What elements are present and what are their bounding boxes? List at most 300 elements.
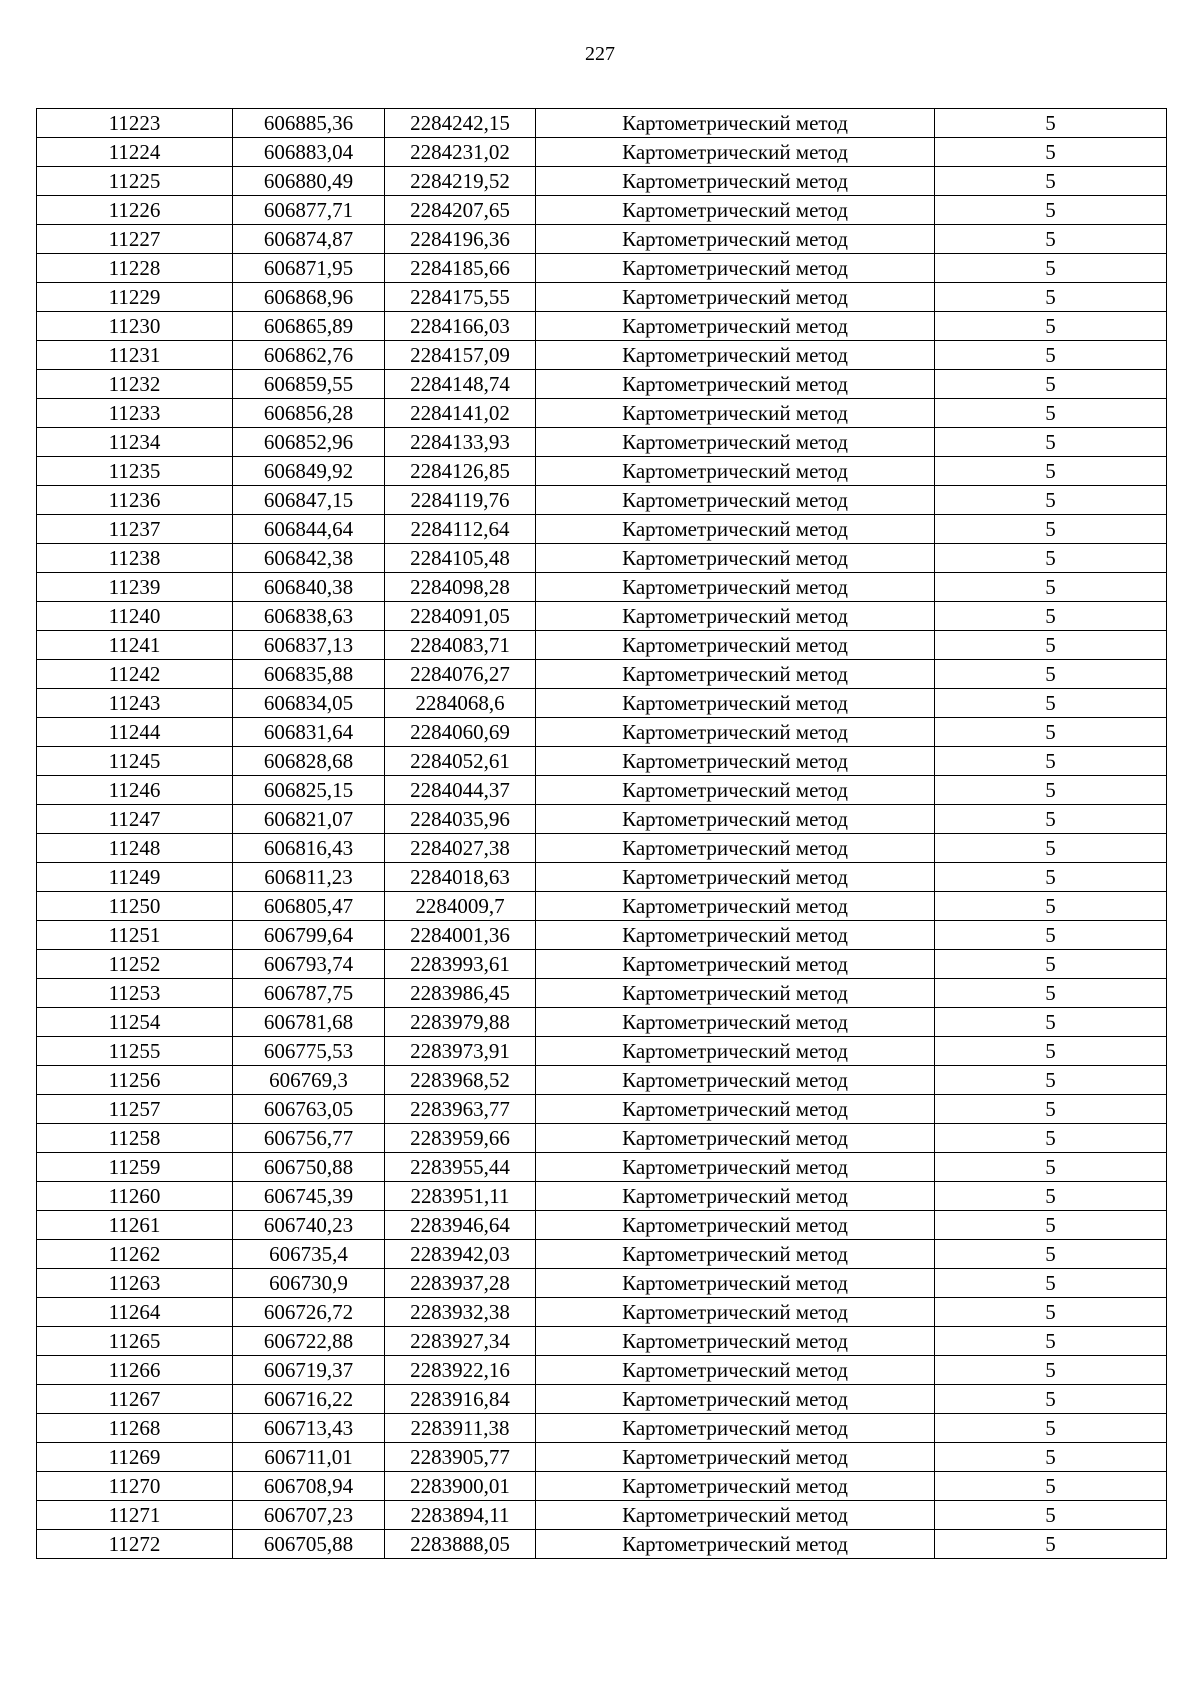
accuracy-cell: 5 (935, 196, 1167, 225)
table-row (37, 1472, 1167, 1501)
table-row (37, 370, 1167, 399)
y-coordinate-cell: 2284018,63 (385, 863, 536, 892)
y-coordinate-cell: 2284009,7 (385, 892, 536, 921)
point-number-cell: 11259 (37, 1153, 233, 1182)
y-coordinate-cell: 2284126,85 (385, 457, 536, 486)
y-coordinate-cell: 2283951,11 (385, 1182, 536, 1211)
point-number-cell: 11233 (37, 399, 233, 428)
x-coordinate-cell: 606831,64 (233, 718, 385, 747)
x-coordinate-cell: 606880,49 (233, 167, 385, 196)
x-coordinate-cell: 606707,23 (233, 1501, 385, 1530)
table-row (37, 660, 1167, 689)
accuracy-cell: 5 (935, 370, 1167, 399)
x-coordinate-cell: 606716,22 (233, 1385, 385, 1414)
point-number-cell: 11249 (37, 863, 233, 892)
accuracy-cell: 5 (935, 602, 1167, 631)
table-row (37, 1356, 1167, 1385)
y-coordinate-cell: 2283922,16 (385, 1356, 536, 1385)
y-coordinate-cell: 2284027,38 (385, 834, 536, 863)
accuracy-cell: 5 (935, 776, 1167, 805)
point-number-cell: 11262 (37, 1240, 233, 1269)
method-cell: Картометрический метод (536, 1443, 935, 1472)
point-number-cell: 11256 (37, 1066, 233, 1095)
x-coordinate-cell: 606722,88 (233, 1327, 385, 1356)
point-number-cell: 11228 (37, 254, 233, 283)
method-cell: Картометрический метод (536, 486, 935, 515)
y-coordinate-cell: 2284119,76 (385, 486, 536, 515)
table-row (37, 950, 1167, 979)
table-row (37, 921, 1167, 950)
x-coordinate-cell: 606781,68 (233, 1008, 385, 1037)
y-coordinate-cell: 2283955,44 (385, 1153, 536, 1182)
table-row (37, 109, 1167, 138)
method-cell: Картометрический метод (536, 138, 935, 167)
method-cell: Картометрический метод (536, 1008, 935, 1037)
method-cell: Картометрический метод (536, 457, 935, 486)
x-coordinate-cell: 606756,77 (233, 1124, 385, 1153)
table-row (37, 863, 1167, 892)
y-coordinate-cell: 2283894,11 (385, 1501, 536, 1530)
y-coordinate-cell: 2284060,69 (385, 718, 536, 747)
method-cell: Картометрический метод (536, 602, 935, 631)
x-coordinate-cell: 606713,43 (233, 1414, 385, 1443)
table-row (37, 515, 1167, 544)
method-cell: Картометрический метод (536, 747, 935, 776)
point-number-cell: 11229 (37, 283, 233, 312)
table-row (37, 805, 1167, 834)
accuracy-cell: 5 (935, 805, 1167, 834)
method-cell: Картометрический метод (536, 1530, 935, 1559)
method-cell: Картометрический метод (536, 1182, 935, 1211)
accuracy-cell: 5 (935, 834, 1167, 863)
point-number-cell: 11260 (37, 1182, 233, 1211)
point-number-cell: 11258 (37, 1124, 233, 1153)
accuracy-cell: 5 (935, 399, 1167, 428)
method-cell: Картометрический метод (536, 1124, 935, 1153)
accuracy-cell: 5 (935, 1037, 1167, 1066)
accuracy-cell: 5 (935, 544, 1167, 573)
y-coordinate-cell: 2283927,34 (385, 1327, 536, 1356)
y-coordinate-cell: 2284157,09 (385, 341, 536, 370)
accuracy-cell: 5 (935, 1240, 1167, 1269)
table-row (37, 1414, 1167, 1443)
table-row (37, 1327, 1167, 1356)
accuracy-cell: 5 (935, 1356, 1167, 1385)
y-coordinate-cell: 2283942,03 (385, 1240, 536, 1269)
x-coordinate-cell: 606856,28 (233, 399, 385, 428)
table-row (37, 1124, 1167, 1153)
point-number-cell: 11248 (37, 834, 233, 863)
x-coordinate-cell: 606862,76 (233, 341, 385, 370)
method-cell: Картометрический метод (536, 631, 935, 660)
y-coordinate-cell: 2283932,38 (385, 1298, 536, 1327)
method-cell: Картометрический метод (536, 1211, 935, 1240)
accuracy-cell: 5 (935, 254, 1167, 283)
x-coordinate-cell: 606842,38 (233, 544, 385, 573)
method-cell: Картометрический метод (536, 979, 935, 1008)
table-row (37, 283, 1167, 312)
point-number-cell: 11242 (37, 660, 233, 689)
table-row (37, 1095, 1167, 1124)
y-coordinate-cell: 2283900,01 (385, 1472, 536, 1501)
method-cell: Картометрический метод (536, 1327, 935, 1356)
coordinates-table (36, 108, 1167, 1559)
table-row (37, 312, 1167, 341)
method-cell: Картометрический метод (536, 1066, 935, 1095)
table-row (37, 1037, 1167, 1066)
point-number-cell: 11244 (37, 718, 233, 747)
accuracy-cell: 5 (935, 1182, 1167, 1211)
point-number-cell: 11225 (37, 167, 233, 196)
method-cell: Картометрический метод (536, 776, 935, 805)
point-number-cell: 11226 (37, 196, 233, 225)
x-coordinate-cell: 606705,88 (233, 1530, 385, 1559)
accuracy-cell: 5 (935, 573, 1167, 602)
x-coordinate-cell: 606750,88 (233, 1153, 385, 1182)
y-coordinate-cell: 2283963,77 (385, 1095, 536, 1124)
point-number-cell: 11235 (37, 457, 233, 486)
accuracy-cell: 5 (935, 312, 1167, 341)
point-number-cell: 11223 (37, 109, 233, 138)
method-cell: Картометрический метод (536, 1240, 935, 1269)
x-coordinate-cell: 606852,96 (233, 428, 385, 457)
x-coordinate-cell: 606825,15 (233, 776, 385, 805)
point-number-cell: 11243 (37, 689, 233, 718)
method-cell: Картометрический метод (536, 312, 935, 341)
accuracy-cell: 5 (935, 1124, 1167, 1153)
accuracy-cell: 5 (935, 1443, 1167, 1472)
y-coordinate-cell: 2284148,74 (385, 370, 536, 399)
method-cell: Картометрический метод (536, 544, 935, 573)
x-coordinate-cell: 606840,38 (233, 573, 385, 602)
y-coordinate-cell: 2283911,38 (385, 1414, 536, 1443)
method-cell: Картометрический метод (536, 573, 935, 602)
x-coordinate-cell: 606711,01 (233, 1443, 385, 1472)
point-number-cell: 11247 (37, 805, 233, 834)
accuracy-cell: 5 (935, 892, 1167, 921)
table-row (37, 428, 1167, 457)
x-coordinate-cell: 606838,63 (233, 602, 385, 631)
table-row (37, 486, 1167, 515)
y-coordinate-cell: 2284231,02 (385, 138, 536, 167)
y-coordinate-cell: 2283916,84 (385, 1385, 536, 1414)
method-cell: Картометрический метод (536, 428, 935, 457)
y-coordinate-cell: 2283979,88 (385, 1008, 536, 1037)
table-row (37, 1443, 1167, 1472)
point-number-cell: 11251 (37, 921, 233, 950)
page-number: 227 (585, 43, 615, 65)
accuracy-cell: 5 (935, 1414, 1167, 1443)
x-coordinate-cell: 606730,9 (233, 1269, 385, 1298)
accuracy-cell: 5 (935, 1472, 1167, 1501)
method-cell: Картометрический метод (536, 834, 935, 863)
table-row (37, 1008, 1167, 1037)
y-coordinate-cell: 2284112,64 (385, 515, 536, 544)
method-cell: Картометрический метод (536, 950, 935, 979)
accuracy-cell: 5 (935, 341, 1167, 370)
table-row (37, 1153, 1167, 1182)
accuracy-cell: 5 (935, 1066, 1167, 1095)
y-coordinate-cell: 2284098,28 (385, 573, 536, 602)
y-coordinate-cell: 2284076,27 (385, 660, 536, 689)
method-cell: Картометрический метод (536, 399, 935, 428)
y-coordinate-cell: 2283968,52 (385, 1066, 536, 1095)
x-coordinate-cell: 606735,4 (233, 1240, 385, 1269)
x-coordinate-cell: 606883,04 (233, 138, 385, 167)
table-row (37, 573, 1167, 602)
table-row (37, 747, 1167, 776)
x-coordinate-cell: 606835,88 (233, 660, 385, 689)
method-cell: Картометрический метод (536, 1501, 935, 1530)
point-number-cell: 11241 (37, 631, 233, 660)
accuracy-cell: 5 (935, 428, 1167, 457)
method-cell: Картометрический метод (536, 689, 935, 718)
method-cell: Картометрический метод (536, 1414, 935, 1443)
y-coordinate-cell: 2284196,36 (385, 225, 536, 254)
y-coordinate-cell: 2283937,28 (385, 1269, 536, 1298)
point-number-cell: 11252 (37, 950, 233, 979)
accuracy-cell: 5 (935, 1385, 1167, 1414)
method-cell: Картометрический метод (536, 1153, 935, 1182)
x-coordinate-cell: 606816,43 (233, 834, 385, 863)
coordinates-table-body (37, 109, 1167, 1559)
accuracy-cell: 5 (935, 718, 1167, 747)
method-cell: Картометрический метод (536, 109, 935, 138)
table-row (37, 602, 1167, 631)
accuracy-cell: 5 (935, 1530, 1167, 1559)
point-number-cell: 11227 (37, 225, 233, 254)
point-number-cell: 11245 (37, 747, 233, 776)
y-coordinate-cell: 2283905,77 (385, 1443, 536, 1472)
x-coordinate-cell: 606793,74 (233, 950, 385, 979)
method-cell: Картометрический метод (536, 1356, 935, 1385)
point-number-cell: 11271 (37, 1501, 233, 1530)
table-row (37, 776, 1167, 805)
accuracy-cell: 5 (935, 138, 1167, 167)
y-coordinate-cell: 2284207,65 (385, 196, 536, 225)
method-cell: Картометрический метод (536, 370, 935, 399)
y-coordinate-cell: 2283993,61 (385, 950, 536, 979)
table-row (37, 718, 1167, 747)
accuracy-cell: 5 (935, 486, 1167, 515)
accuracy-cell: 5 (935, 1153, 1167, 1182)
point-number-cell: 11264 (37, 1298, 233, 1327)
point-number-cell: 11265 (37, 1327, 233, 1356)
point-number-cell: 11232 (37, 370, 233, 399)
point-number-cell: 11263 (37, 1269, 233, 1298)
point-number-cell: 11224 (37, 138, 233, 167)
accuracy-cell: 5 (935, 1211, 1167, 1240)
point-number-cell: 11267 (37, 1385, 233, 1414)
x-coordinate-cell: 606849,92 (233, 457, 385, 486)
table-row (37, 196, 1167, 225)
accuracy-cell: 5 (935, 457, 1167, 486)
table-row (37, 689, 1167, 718)
point-number-cell: 11236 (37, 486, 233, 515)
y-coordinate-cell: 2284166,03 (385, 312, 536, 341)
point-number-cell: 11237 (37, 515, 233, 544)
y-coordinate-cell: 2284001,36 (385, 921, 536, 950)
accuracy-cell: 5 (935, 225, 1167, 254)
point-number-cell: 11255 (37, 1037, 233, 1066)
accuracy-cell: 5 (935, 1298, 1167, 1327)
x-coordinate-cell: 606769,3 (233, 1066, 385, 1095)
table-row (37, 138, 1167, 167)
method-cell: Картометрический метод (536, 892, 935, 921)
x-coordinate-cell: 606874,87 (233, 225, 385, 254)
x-coordinate-cell: 606740,23 (233, 1211, 385, 1240)
x-coordinate-cell: 606745,39 (233, 1182, 385, 1211)
y-coordinate-cell: 2284044,37 (385, 776, 536, 805)
y-coordinate-cell: 2283973,91 (385, 1037, 536, 1066)
x-coordinate-cell: 606877,71 (233, 196, 385, 225)
accuracy-cell: 5 (935, 109, 1167, 138)
table-row (37, 631, 1167, 660)
x-coordinate-cell: 606719,37 (233, 1356, 385, 1385)
table-row (37, 457, 1167, 486)
table-row (37, 399, 1167, 428)
accuracy-cell: 5 (935, 1501, 1167, 1530)
point-number-cell: 11246 (37, 776, 233, 805)
method-cell: Картометрический метод (536, 718, 935, 747)
accuracy-cell: 5 (935, 515, 1167, 544)
point-number-cell: 11272 (37, 1530, 233, 1559)
x-coordinate-cell: 606799,64 (233, 921, 385, 950)
method-cell: Картометрический метод (536, 863, 935, 892)
table-row (37, 1530, 1167, 1559)
y-coordinate-cell: 2284185,66 (385, 254, 536, 283)
x-coordinate-cell: 606775,53 (233, 1037, 385, 1066)
point-number-cell: 11253 (37, 979, 233, 1008)
accuracy-cell: 5 (935, 950, 1167, 979)
x-coordinate-cell: 606787,75 (233, 979, 385, 1008)
table-row (37, 1182, 1167, 1211)
method-cell: Картометрический метод (536, 1095, 935, 1124)
y-coordinate-cell: 2284083,71 (385, 631, 536, 660)
x-coordinate-cell: 606871,95 (233, 254, 385, 283)
point-number-cell: 11240 (37, 602, 233, 631)
y-coordinate-cell: 2284242,15 (385, 109, 536, 138)
point-number-cell: 11250 (37, 892, 233, 921)
point-number-cell: 11239 (37, 573, 233, 602)
table-row (37, 1269, 1167, 1298)
method-cell: Картометрический метод (536, 225, 935, 254)
method-cell: Картометрический метод (536, 1385, 935, 1414)
y-coordinate-cell: 2283946,64 (385, 1211, 536, 1240)
x-coordinate-cell: 606726,72 (233, 1298, 385, 1327)
table-row (37, 1066, 1167, 1095)
method-cell: Картометрический метод (536, 1269, 935, 1298)
table-row (37, 1385, 1167, 1414)
point-number-cell: 11269 (37, 1443, 233, 1472)
point-number-cell: 11257 (37, 1095, 233, 1124)
x-coordinate-cell: 606865,89 (233, 312, 385, 341)
table-row (37, 979, 1167, 1008)
y-coordinate-cell: 2283986,45 (385, 979, 536, 1008)
accuracy-cell: 5 (935, 1095, 1167, 1124)
y-coordinate-cell: 2284105,48 (385, 544, 536, 573)
accuracy-cell: 5 (935, 283, 1167, 312)
y-coordinate-cell: 2284091,05 (385, 602, 536, 631)
table-row (37, 544, 1167, 573)
y-coordinate-cell: 2284035,96 (385, 805, 536, 834)
method-cell: Картометрический метод (536, 1472, 935, 1501)
accuracy-cell: 5 (935, 689, 1167, 718)
point-number-cell: 11270 (37, 1472, 233, 1501)
x-coordinate-cell: 606859,55 (233, 370, 385, 399)
y-coordinate-cell: 2284219,52 (385, 167, 536, 196)
x-coordinate-cell: 606811,23 (233, 863, 385, 892)
x-coordinate-cell: 606844,64 (233, 515, 385, 544)
point-number-cell: 11268 (37, 1414, 233, 1443)
table-row (37, 1240, 1167, 1269)
x-coordinate-cell: 606763,05 (233, 1095, 385, 1124)
method-cell: Картометрический метод (536, 196, 935, 225)
y-coordinate-cell: 2284052,61 (385, 747, 536, 776)
table-row (37, 1211, 1167, 1240)
accuracy-cell: 5 (935, 747, 1167, 776)
accuracy-cell: 5 (935, 863, 1167, 892)
accuracy-cell: 5 (935, 631, 1167, 660)
method-cell: Картометрический метод (536, 805, 935, 834)
point-number-cell: 11238 (37, 544, 233, 573)
accuracy-cell: 5 (935, 979, 1167, 1008)
x-coordinate-cell: 606828,68 (233, 747, 385, 776)
x-coordinate-cell: 606885,36 (233, 109, 385, 138)
table-row (37, 225, 1167, 254)
point-number-cell: 11254 (37, 1008, 233, 1037)
x-coordinate-cell: 606834,05 (233, 689, 385, 718)
y-coordinate-cell: 2283888,05 (385, 1530, 536, 1559)
accuracy-cell: 5 (935, 1008, 1167, 1037)
accuracy-cell: 5 (935, 1327, 1167, 1356)
y-coordinate-cell: 2284175,55 (385, 283, 536, 312)
method-cell: Картометрический метод (536, 341, 935, 370)
accuracy-cell: 5 (935, 660, 1167, 689)
method-cell: Картометрический метод (536, 660, 935, 689)
method-cell: Картометрический метод (536, 254, 935, 283)
table-row (37, 892, 1167, 921)
x-coordinate-cell: 606708,94 (233, 1472, 385, 1501)
x-coordinate-cell: 606868,96 (233, 283, 385, 312)
method-cell: Картометрический метод (536, 1037, 935, 1066)
table-row (37, 167, 1167, 196)
y-coordinate-cell: 2283959,66 (385, 1124, 536, 1153)
table-row (37, 254, 1167, 283)
point-number-cell: 11266 (37, 1356, 233, 1385)
point-number-cell: 11230 (37, 312, 233, 341)
table-row (37, 341, 1167, 370)
accuracy-cell: 5 (935, 921, 1167, 950)
method-cell: Картометрический метод (536, 921, 935, 950)
point-number-cell: 11231 (37, 341, 233, 370)
table-row (37, 1501, 1167, 1530)
y-coordinate-cell: 2284133,93 (385, 428, 536, 457)
method-cell: Картометрический метод (536, 515, 935, 544)
point-number-cell: 11234 (37, 428, 233, 457)
y-coordinate-cell: 2284141,02 (385, 399, 536, 428)
y-coordinate-cell: 2284068,6 (385, 689, 536, 718)
table-row (37, 834, 1167, 863)
method-cell: Картометрический метод (536, 167, 935, 196)
table-row (37, 1298, 1167, 1327)
x-coordinate-cell: 606805,47 (233, 892, 385, 921)
x-coordinate-cell: 606837,13 (233, 631, 385, 660)
accuracy-cell: 5 (935, 1269, 1167, 1298)
point-number-cell: 11261 (37, 1211, 233, 1240)
method-cell: Картометрический метод (536, 1298, 935, 1327)
x-coordinate-cell: 606821,07 (233, 805, 385, 834)
